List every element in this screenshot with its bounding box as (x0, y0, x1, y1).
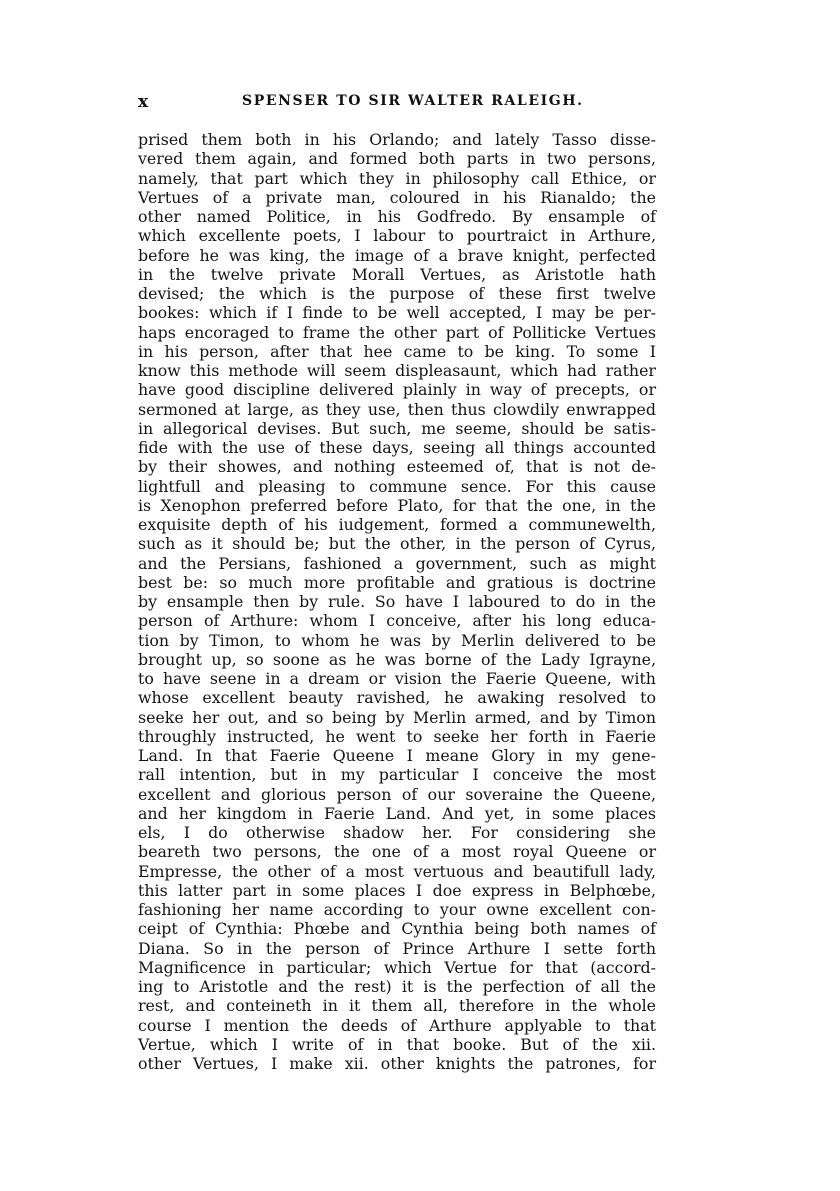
text-line: and the Persians, fashioned a government, such as might (138, 553, 656, 573)
text-line: Vertues of a private man, coloured in his Rianaldo; the (138, 187, 656, 207)
text-line: lightfull and pleasing to commune sence. For this cause (138, 476, 656, 496)
text-line: Empresse, the other of a most vertuous and beautifull lady, (138, 861, 656, 881)
text-line: seeke her out, and so being by Merlin armed, and by Timon (138, 707, 656, 727)
text-line: excellent and glorious person of our soveraine the Queene, (138, 784, 656, 804)
running-head: SPENSER TO SIR WALTER RALEIGH. (242, 93, 584, 109)
text-line: ing to Aristotle and the rest) it is the perfection of all the (138, 977, 656, 996)
text-line: best be: so much more profitable and gratious is doctrine (138, 572, 656, 592)
text-line: and her kingdom in Faerie Land. And yet, in some places (138, 803, 656, 823)
text-line: sermoned at large, as they use, then thus clowdily enwrapped (138, 399, 656, 419)
text-line: haps encoraged to frame the other part of Polliticke Vertues (138, 322, 656, 342)
text-line: is Xenophon preferred before Plato, for that the one, in the (138, 495, 656, 515)
text-line: fashioning her name according to your owne excellent con- (138, 900, 656, 919)
text-line: this latter part in some places I doe express in Belphœbe, (138, 880, 656, 900)
body-text (138, 130, 656, 1073)
text-line: Magnificence in particular; which Vertue for that (accord- (138, 957, 656, 977)
text-line: in the twelve private Morall Vertues, as Aristotle hath (138, 264, 656, 284)
text-line: whose excellent beauty ravished, he awaking resolved to (138, 688, 656, 708)
text-line: have good discipline delivered plainly in way of precepts, or (138, 380, 656, 400)
text-line: such as it should be; but the other, in the person of Cyrus, (138, 534, 656, 554)
text-line: by ensample then by rule. So have I laboured to do in the (138, 592, 656, 611)
text-line: prised them both in his Orlando; and lately Tasso disse- (138, 130, 656, 149)
text-line: ceipt of Cynthia: Phœbe and Cynthia being both names of (138, 919, 656, 939)
text-line: bookes: which if I finde to be well accepted, I may be per- (138, 303, 656, 323)
text-line: person of Arthure: whom I conceive, after his long educa- (138, 611, 656, 631)
text-line: exquisite depth of his iudgement, formed a communewelth, (138, 515, 656, 534)
text-line: tion by Timon, to whom he was by Merlin delivered to be (138, 630, 656, 650)
text-line: in allegorical devises. But such, me seeme, should be satis- (138, 418, 656, 438)
text-line: Land. In that Faerie Queene I meane Glory in my gene- (138, 746, 656, 765)
text-line: before he was king, the image of a brave knight, perfected (138, 245, 656, 265)
text-line: rall intention, but in my particular I conceive the most (138, 765, 656, 785)
page-number: x (138, 92, 149, 112)
text-line: devised; the which is the purpose of these first twelve (138, 284, 656, 303)
text-line: vered them again, and formed both parts in two persons, (138, 149, 656, 169)
text-line: Diana. So in the person of Prince Arthure I sette forth (138, 938, 656, 958)
text-line: brought up, so soone as he was borne of the Lady Igrayne, (138, 649, 656, 669)
page-header (138, 92, 656, 116)
text-line: other named Politice, in his Godfredo. By ensample of (138, 207, 656, 226)
text-line: Vertue, which I write of in that booke. But of the xii. (138, 1034, 656, 1054)
text-line: throughly instructed, he went to seeke her forth in Faerie (138, 726, 656, 746)
text-line: course I mention the deeds of Arthure applyable to that (138, 1015, 656, 1035)
text-line: fide with the use of these days, seeing all things accounted (138, 438, 656, 457)
text-line: rest, and conteineth in it them all, therefore in the whole (138, 996, 656, 1016)
text-line: other Vertues, I make xii. other knights the patrones, for (138, 1054, 656, 1073)
text-line: to have seene in a dream or vision the Faerie Queene, with (138, 669, 656, 688)
text-line: which excellente poets, I labour to pourtraict in Arthure, (138, 226, 656, 246)
text-line: namely, that part which they in philosophy call Ethice, or (138, 168, 656, 188)
text-line: by their showes, and nothing esteemed of, that is not de- (138, 457, 656, 477)
text-line: beareth two persons, the one of a most royal Queene or (138, 842, 656, 862)
text-line: in his person, after that hee came to be king. To some I (138, 341, 656, 361)
text-line: els, I do otherwise shadow her. For considering she (138, 823, 656, 842)
text-line: know this methode will seem displeasaunt, which had rather (138, 361, 656, 380)
